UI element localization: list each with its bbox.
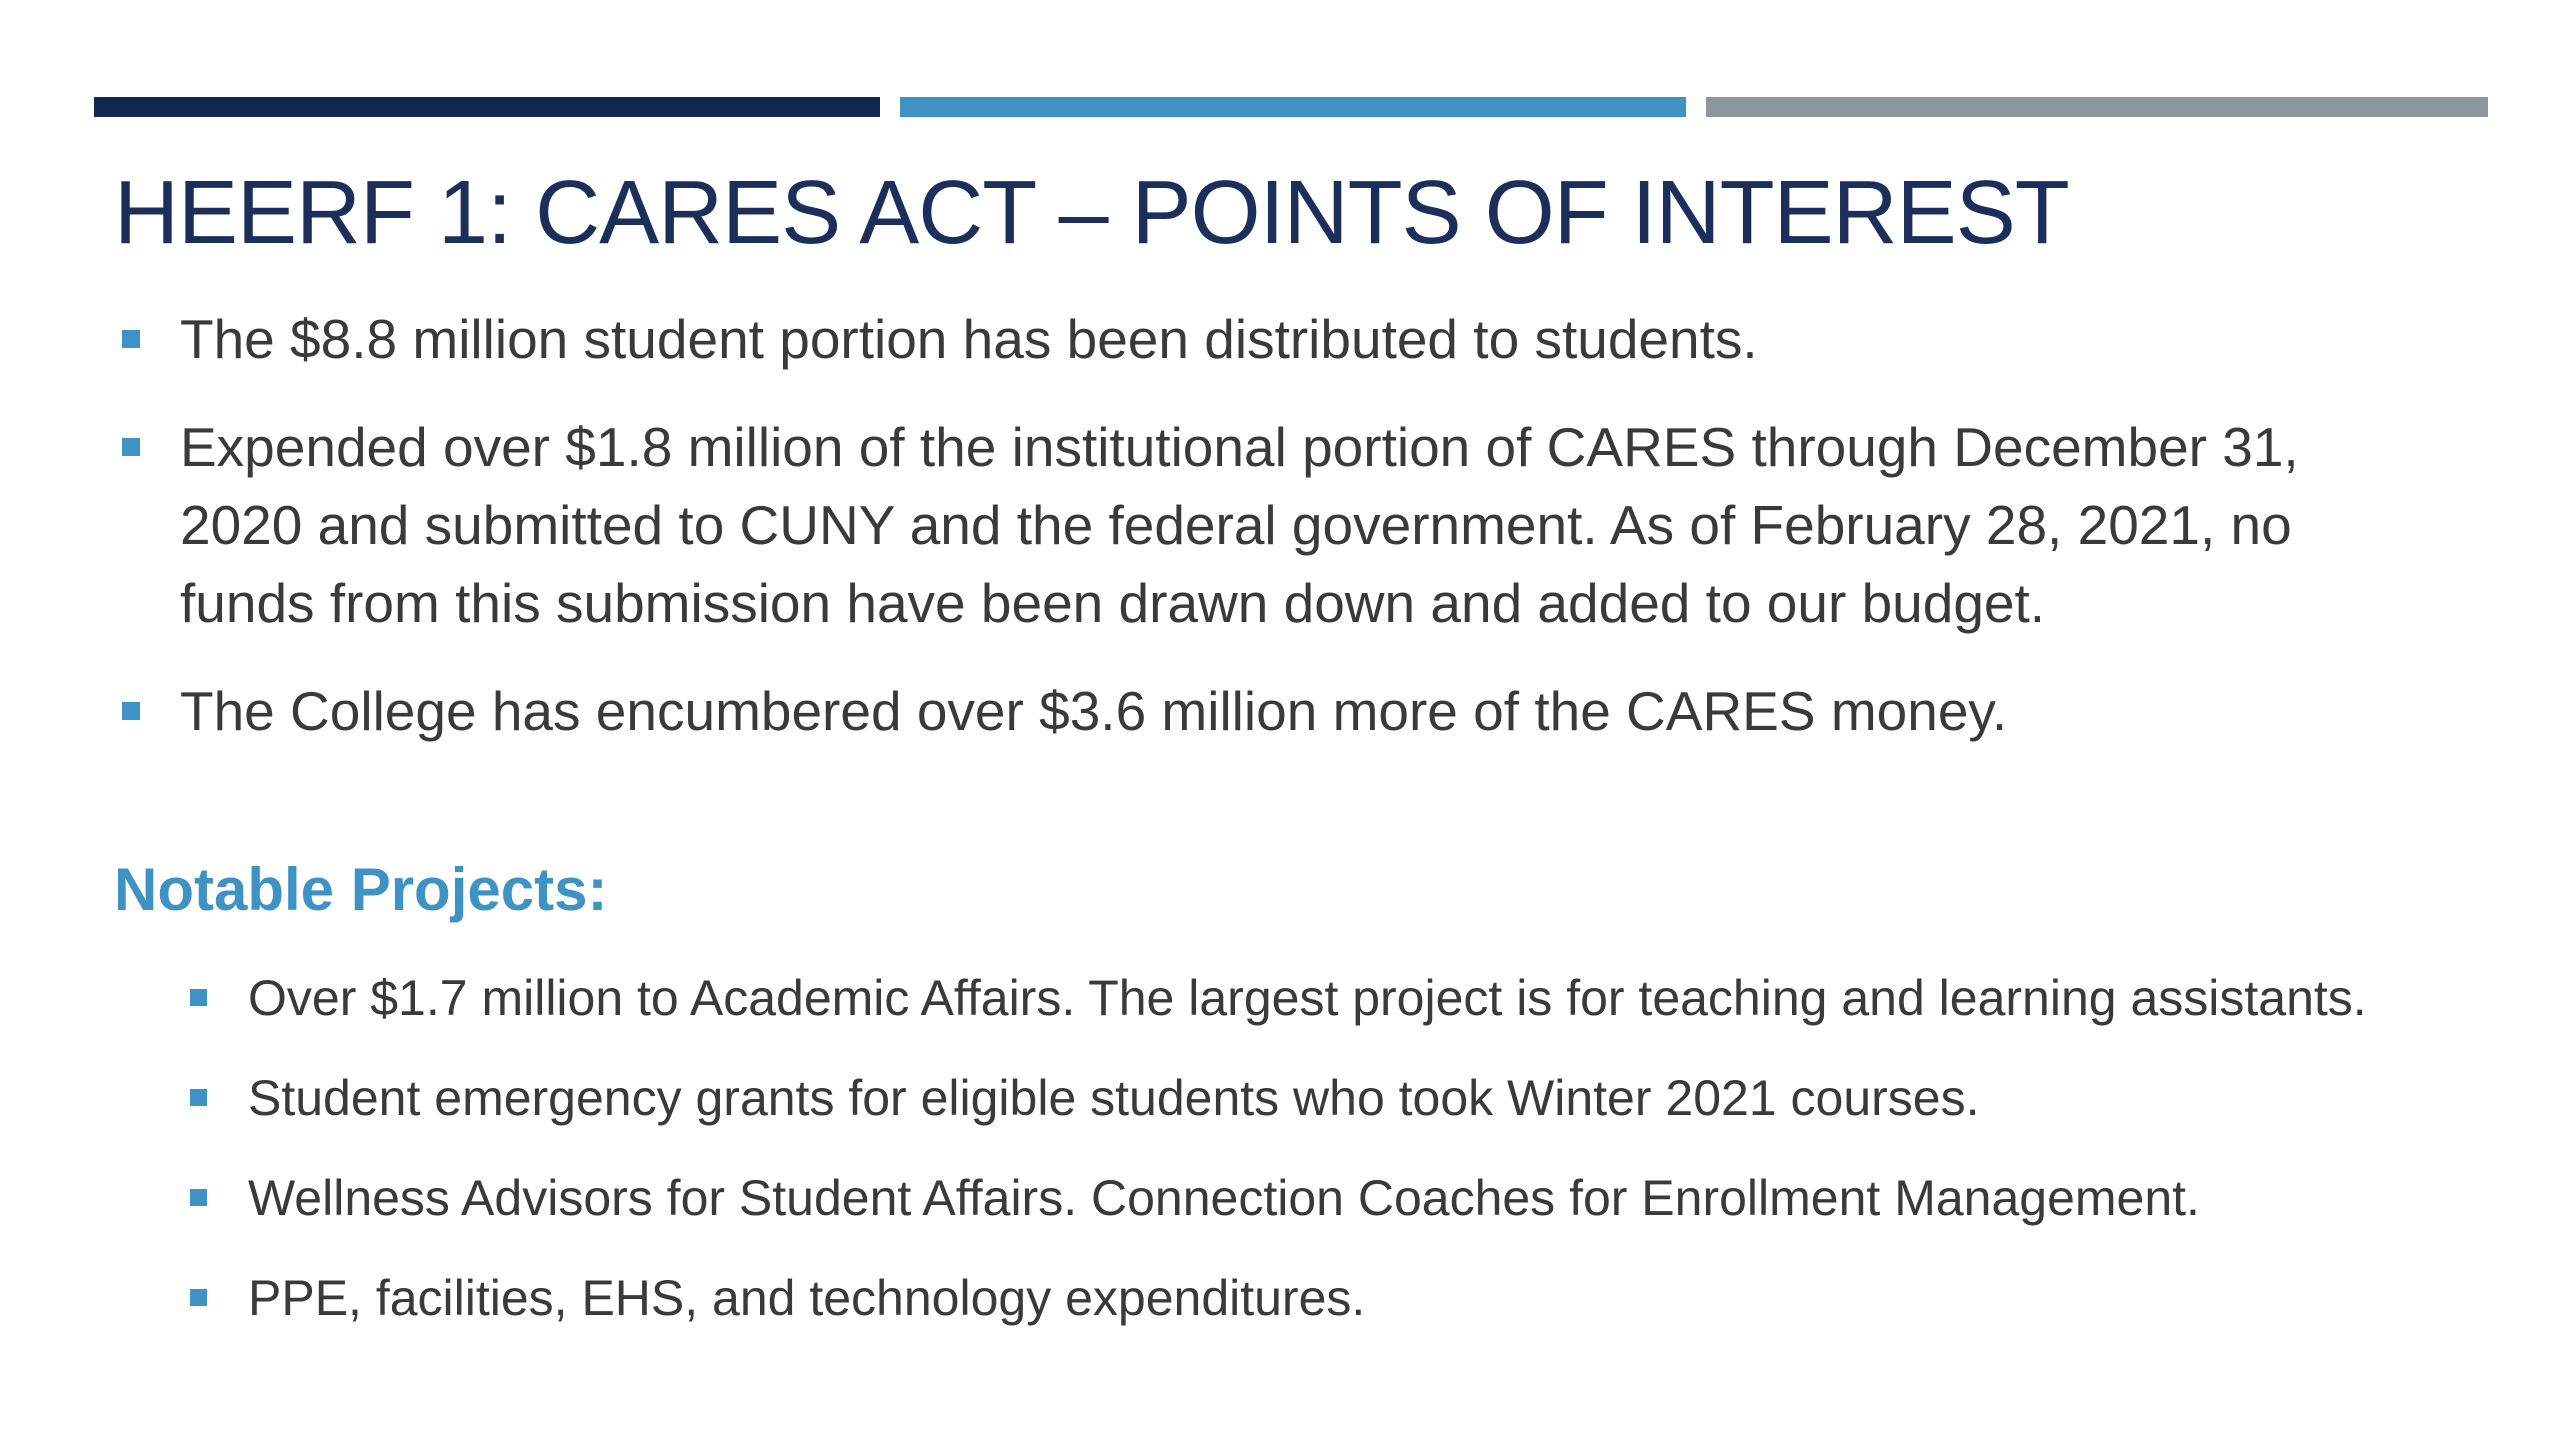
square-bullet-icon — [190, 1089, 207, 1106]
bullet-text: The $8.8 million student portion has been distributed to students. — [180, 308, 1758, 370]
accent-bar-navy — [94, 97, 880, 117]
main-bullet-list — [114, 300, 2414, 780]
sub-bullet-item — [182, 962, 2432, 1034]
square-bullet-icon — [122, 702, 140, 720]
bullet-item — [114, 300, 2414, 378]
square-bullet-icon — [190, 1289, 207, 1306]
sub-bullet-item — [182, 1062, 2432, 1134]
bullet-text: The College has encumbered over $3.6 million more of the CARES money. — [180, 680, 2008, 742]
notable-projects-heading: Notable Projects: — [114, 856, 608, 923]
sub-bullet-text: Student emergency grants for eligible students who took Winter 2021 courses. — [248, 1070, 1980, 1126]
slide-title: HEERF 1: CARES ACT – POINTS OF INTEREST — [114, 163, 2069, 263]
sub-bullet-text: PPE, facilities, EHS, and technology expenditures. — [248, 1270, 1366, 1326]
accent-bar-gray — [1706, 97, 2488, 117]
square-bullet-icon — [122, 330, 140, 348]
bullet-item — [114, 672, 2414, 750]
accent-bar-blue — [900, 97, 1686, 117]
square-bullet-icon — [122, 438, 140, 456]
accent-bars — [94, 97, 2488, 117]
square-bullet-icon — [190, 989, 207, 1006]
sub-bullet-text: Wellness Advisors for Student Affairs. Connection Coaches for Enrollment Management. — [248, 1170, 2200, 1226]
square-bullet-icon — [190, 1189, 207, 1206]
notable-projects-list — [182, 962, 2432, 1362]
bullet-text: Expended over $1.8 million of the institutional portion of CARES through December 31, 2020 and submitted to CUNY and the federal government. As of February 28, 2021, no funds from this submission have been drawn down and added to our budget. — [180, 416, 2299, 634]
bullet-item — [114, 408, 2414, 642]
sub-bullet-item — [182, 1262, 2432, 1334]
sub-bullet-text: Over $1.7 million to Academic Affairs. The largest project is for teaching and learning assistants. — [248, 970, 2367, 1026]
sub-bullet-item — [182, 1162, 2432, 1234]
